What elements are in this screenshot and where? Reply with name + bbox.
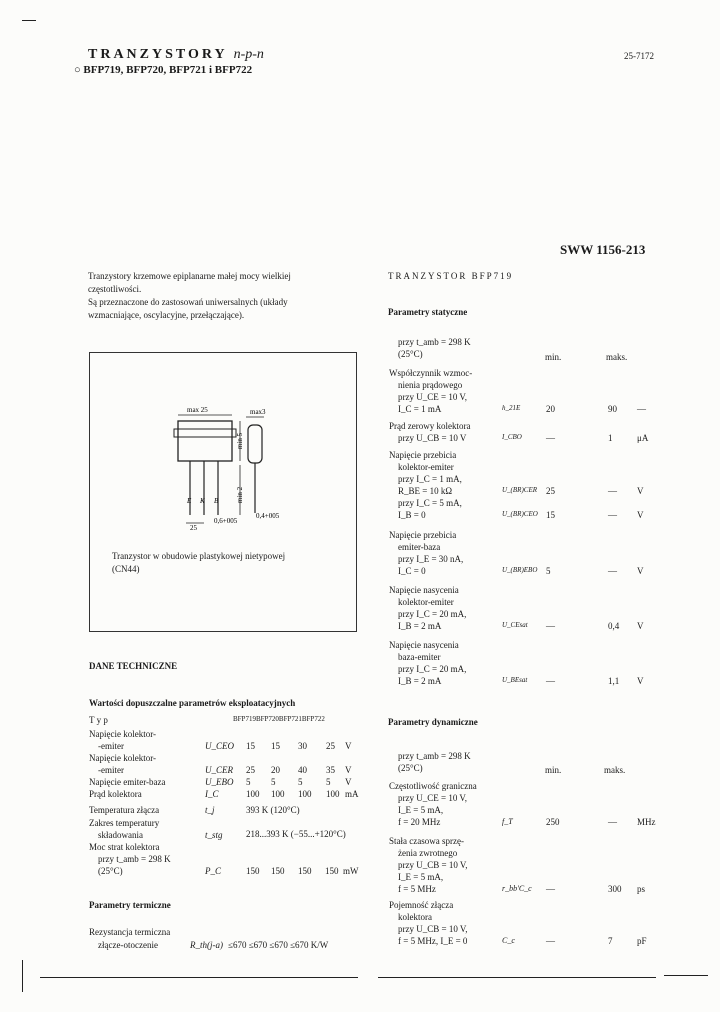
power-unit: mW — [343, 866, 359, 876]
power-label2: przy t_amb = 298 K — [98, 854, 171, 864]
param-sym: U_BEsat — [502, 676, 528, 684]
limit-v4: 35 — [326, 765, 335, 775]
limit-unit: V — [345, 777, 352, 787]
param-unit: V — [637, 676, 644, 686]
dyn-cond1: przy t_amb = 298 K — [398, 751, 471, 761]
param-line: przy I_C = 20 mA, — [398, 664, 467, 674]
param-min: — — [546, 676, 555, 686]
dim-lead1: 0,6+005 — [214, 517, 238, 525]
limits-heading: Wartości dopuszczalne parametrów eksploatacyjnych — [89, 698, 296, 708]
limit-label2: -emiter — [98, 765, 124, 775]
dim-lead2: 0,4+005 — [256, 512, 280, 520]
margin-mark — [22, 20, 36, 21]
dyn-line: Pojemność złącza — [389, 900, 454, 910]
limit-v2: 20 — [271, 765, 280, 775]
param-sym: U_(BR)EBO — [502, 566, 538, 574]
param-max: 0,4 — [608, 621, 620, 631]
dane-heading: DANE TECHNICZNE — [89, 661, 178, 671]
param-max2: — — [608, 510, 617, 520]
storage-sym: t_stg — [205, 830, 223, 840]
page-ref: 25-7172 — [624, 51, 654, 61]
param-unit: μA — [637, 433, 649, 443]
param-min: 5 — [546, 566, 551, 576]
dyn-sym: f_T — [502, 817, 513, 826]
thermal-label2: złącze-otoczenie — [98, 940, 158, 950]
min-label: min. — [545, 352, 562, 362]
param-line: emiter-baza — [398, 542, 441, 552]
dyn-min: — — [546, 884, 555, 894]
param-min: 25 — [546, 486, 555, 496]
limit-unit: V — [345, 741, 352, 751]
pin-e: E — [187, 497, 192, 505]
storage-value: 218...393 K (−55...+120°C) — [246, 829, 346, 839]
limit-v3: 30 — [298, 741, 307, 751]
dim-max3: max3 — [250, 408, 266, 416]
thermal-values: ≤670 ≤670 ≤670 ≤670 K/W — [228, 940, 329, 950]
param-line: I_C = 0 — [398, 566, 426, 576]
power-v2: 150 — [271, 866, 285, 876]
dyn-cond2: (25°C) — [398, 763, 423, 773]
limit-v1: 100 — [246, 789, 260, 799]
param-line: I_B = 2 mA — [398, 621, 442, 631]
static-cond1: przy t_amb = 298 K — [398, 337, 471, 347]
bottom-rule-left — [40, 977, 358, 978]
limit-v3: 5 — [298, 777, 303, 787]
dyn-line: f = 5 MHz — [398, 884, 436, 894]
thermal-heading: Parametry termiczne — [89, 900, 171, 910]
dyn-min: — — [546, 936, 555, 946]
limit-label: Napięcie kolektor- — [89, 729, 157, 739]
param-unit: V — [637, 486, 644, 496]
pin-b: B — [214, 497, 219, 505]
param-line: nienia prądowego — [398, 380, 463, 390]
param-line: przy I_C = 20 mA, — [398, 609, 467, 619]
param-line: Napięcie przebicia — [389, 450, 457, 460]
power-label: Moc strat kolektora — [89, 842, 160, 852]
storage-label2: składowania — [98, 830, 143, 840]
limit-unit: mA — [345, 789, 359, 799]
param-max: 90 — [608, 404, 617, 414]
power-v3: 150 — [298, 866, 312, 876]
dim-min5: min 5 — [236, 432, 244, 449]
param-unit2: V — [637, 510, 644, 520]
limit-v1: 5 — [246, 777, 251, 787]
limit-v3: 40 — [298, 765, 307, 775]
limit-label: Napięcie emiter-baza — [89, 777, 166, 787]
param-sym: I_CBO — [502, 433, 522, 441]
limit-label: Napięcie kolektor- — [89, 753, 157, 763]
param-max: 1 — [608, 433, 613, 443]
limit-v1: 25 — [246, 765, 255, 775]
dyn-line: przy U_CB = 10 V, — [398, 860, 468, 870]
thermal-sym: R_th(j-a) — [190, 940, 223, 950]
dynamic-heading: Parametry dynamiczne — [388, 717, 478, 727]
dyn-line: f = 5 MHz, I_E = 0 — [398, 936, 468, 946]
param-line: przy I_E = 30 nA, — [398, 554, 464, 564]
power-sym: P_C — [205, 866, 222, 876]
dim-pitch: 25 — [190, 524, 197, 532]
param-min: — — [546, 433, 555, 443]
dyn-unit: MHz — [637, 817, 656, 827]
param-line: przy U_CB = 10 V — [398, 433, 467, 443]
dyn-line: I_E = 5 mA, — [398, 872, 444, 882]
static-heading: Parametry statyczne — [388, 307, 468, 317]
dyn-sym: r_bb'C_c — [502, 884, 532, 893]
param-unit: V — [637, 621, 644, 631]
limit-v4: 5 — [326, 777, 331, 787]
param-sym: U_CEsat — [502, 621, 528, 629]
limit-sym: U_EBO — [205, 777, 234, 787]
max-label: maks. — [606, 352, 628, 362]
dim-max: max 25 — [187, 406, 208, 414]
limit-v2: 15 — [271, 741, 280, 751]
param-line: przy U_CE = 10 V, — [398, 392, 467, 402]
bottom-rule-edge — [664, 975, 708, 976]
power-v1: 150 — [246, 866, 260, 876]
param-line: kolektor-emiter — [398, 462, 454, 472]
param-max: 1,1 — [608, 676, 620, 686]
power-v4: 150 — [325, 866, 339, 876]
param-sym: h_21E — [502, 404, 521, 412]
types-header: BFP719BFP720BFP721BFP722 — [233, 715, 325, 723]
param-unit: — — [637, 404, 646, 414]
dyn-max: 7 — [608, 936, 613, 946]
dyn-line: I_E = 5 mA, — [398, 805, 444, 815]
catalog-number: SWW 1156-213 — [560, 242, 646, 257]
limit-v2: 100 — [271, 789, 285, 799]
limit-sym: U_CEO — [205, 741, 234, 751]
dyn-line: Częstotliwość graniczna — [389, 781, 477, 791]
dyn-line: przy U_CB = 10 V, — [398, 924, 468, 934]
page-title: TRANZYSTORY n-p-n — [88, 47, 264, 62]
dyn-min: 250 — [546, 817, 560, 827]
param-min: — — [546, 621, 555, 631]
dyn-line: kolektora — [398, 912, 432, 922]
package-figure — [89, 352, 357, 632]
dyn-unit: ps — [637, 884, 646, 894]
param-line: Napięcie nasycenia — [389, 585, 459, 595]
limit-v3: 100 — [298, 789, 312, 799]
intro-text: Tranzystory krzemowe epiplanarne małej mocy wielkiej częstotliwości. Są przeznaczone do zastosowań uniwersalnych (układy wzmacniające, oscylacyjne, przełączające). — [88, 271, 291, 320]
dyn-max: 300 — [608, 884, 622, 894]
param-line: przy I_C = 1 mA, — [398, 474, 462, 484]
dyn-min-label: min. — [545, 765, 562, 775]
page-subtitle: ○ BFP719, BFP720, BFP721 i BFP722 — [74, 64, 253, 76]
param-min2: 15 — [546, 510, 555, 520]
temp-label: Temperatura złącza — [89, 805, 160, 815]
limit-label: Prąd kolektora — [89, 789, 142, 799]
dyn-line: przy U_CE = 10 V, — [398, 793, 467, 803]
param-sym: U_(BR)CER — [502, 486, 537, 494]
param-min: 20 — [546, 404, 555, 414]
typ-label: T y p — [89, 715, 108, 725]
dyn-line: f = 20 MHz — [398, 817, 441, 827]
param-line: I_B = 0 — [398, 510, 426, 520]
figure-caption: Tranzystor w obudowie plastykowej nietypowej (CN44) — [112, 551, 286, 574]
dim-min2: min 2 — [236, 486, 244, 503]
dyn-max: — — [608, 817, 617, 827]
margin-line — [22, 960, 23, 992]
temp-sym: t_j — [205, 805, 215, 815]
limit-v4: 25 — [326, 741, 335, 751]
limit-v1: 15 — [246, 741, 255, 751]
dyn-max-label: maks. — [604, 765, 626, 775]
limit-sym: I_C — [205, 789, 219, 799]
param-max: — — [608, 486, 617, 496]
param-line: R_BE = 10 kΩ — [398, 486, 453, 496]
pin-k: K — [200, 497, 205, 505]
dyn-line: żenia zwrotnego — [398, 848, 458, 858]
param-max: — — [608, 566, 617, 576]
param-sym2: U_(BR)CEO — [502, 510, 538, 518]
param-unit: V — [637, 566, 644, 576]
param-line: Napięcie przebicia — [389, 530, 457, 540]
param-line: Prąd zerowy kolektora — [389, 421, 471, 431]
static-cond2: (25°C) — [398, 349, 423, 359]
param-line: Współczynnik wzmoc- — [389, 368, 473, 378]
param-line: baza-emiter — [398, 652, 441, 662]
limit-unit: V — [345, 765, 352, 775]
limit-sym: U_CER — [205, 765, 233, 775]
bottom-rule-right — [378, 977, 656, 978]
limit-label2: -emiter — [98, 741, 124, 751]
param-line: Napięcie nasycenia — [389, 640, 459, 650]
right-heading: TRANZYSTOR BFP719 — [388, 271, 514, 281]
temp-value: 393 K (120°C) — [246, 805, 300, 815]
limit-v2: 5 — [271, 777, 276, 787]
param-line: przy I_C = 5 mA, — [398, 498, 462, 508]
dyn-line: Stała czasowa sprzę- — [389, 836, 464, 846]
param-line: I_B = 2 mA — [398, 676, 442, 686]
limit-v4: 100 — [326, 789, 340, 799]
dyn-unit: pF — [637, 936, 647, 946]
param-line: I_C = 1 mA — [398, 404, 442, 414]
thermal-label: Rezystancja termiczna — [89, 927, 171, 937]
power-label3: (25°C) — [98, 866, 123, 876]
param-line: kolektor-emiter — [398, 597, 454, 607]
storage-label: Zakres temperatury — [89, 818, 160, 828]
dyn-sym: C_c — [502, 936, 515, 945]
package-drawing — [90, 353, 356, 553]
